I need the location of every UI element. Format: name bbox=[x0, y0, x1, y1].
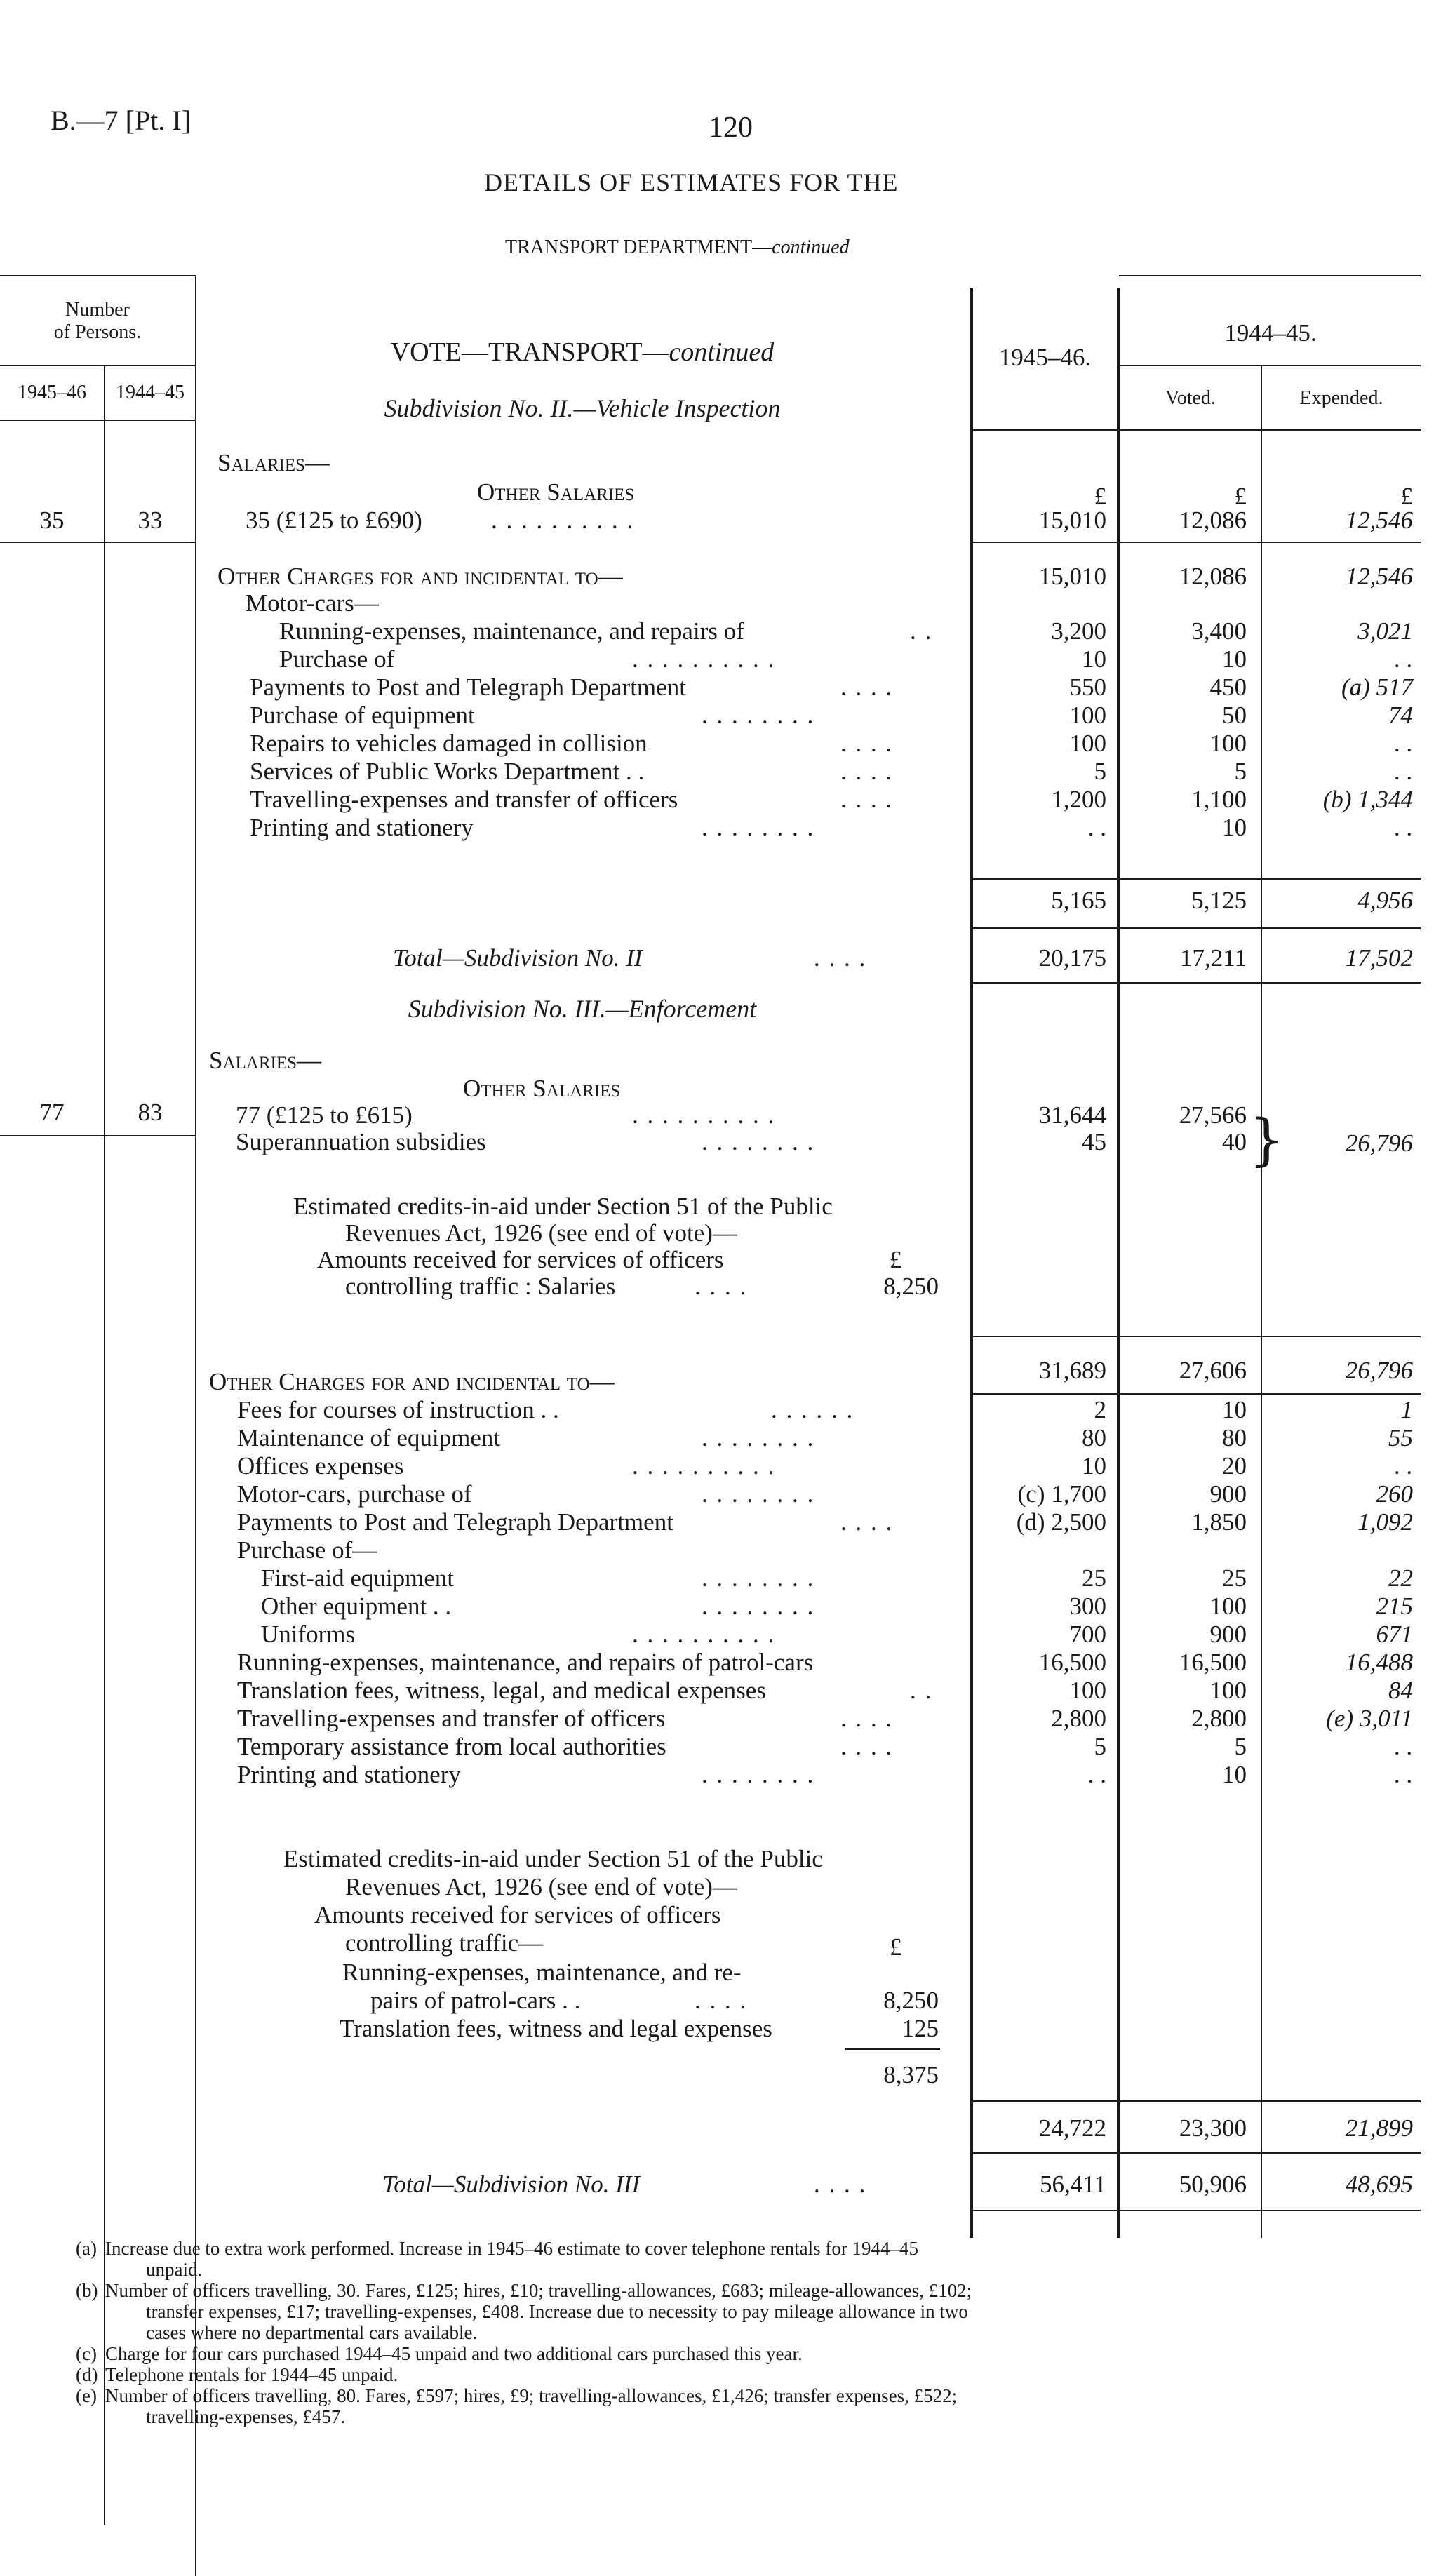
charge-row-label: Printing and stationery bbox=[237, 1761, 461, 1788]
charge-row-voted: 1,100 bbox=[1191, 786, 1247, 813]
col-voted-head: Voted. bbox=[1165, 387, 1216, 409]
sub3-brace: } bbox=[1249, 1107, 1285, 1172]
sub2-salary-line: 35 (£125 to £690) bbox=[246, 507, 422, 534]
charge-row-dots: . . . . . . . . . . bbox=[632, 1621, 776, 1648]
vote-heading bbox=[196, 338, 968, 366]
footnote-key: (b) bbox=[76, 2280, 98, 2301]
sub2-total-label: Total—Subdivision No. II bbox=[393, 944, 643, 972]
charge-row-1945: 100 bbox=[1069, 702, 1106, 729]
sub2-pound-b: £ bbox=[1234, 483, 1247, 510]
salary-row-1945: 45 bbox=[1082, 1128, 1106, 1155]
charge-row-label: Services of Public Works Department . . bbox=[250, 758, 645, 785]
col-1944-head: 1944–45. bbox=[1224, 319, 1317, 347]
charge-row-voted: 10 bbox=[1222, 1761, 1247, 1788]
charge-row-expended: 55 bbox=[1388, 1424, 1413, 1451]
charge-row-voted: 100 bbox=[1209, 1677, 1247, 1704]
footnote-line: Number of officers travelling, 30. Fares, £125; hires, £10; travelling-allowances, £683; mileage-allowances, £102; bbox=[105, 2280, 972, 2301]
sub3-credits1-line3: Amounts received for services of officers bbox=[317, 1246, 724, 1273]
sub3-oc-total-a: 24,722 bbox=[1038, 2114, 1106, 2142]
charge-row-expended: 671 bbox=[1376, 1621, 1413, 1648]
vote-heading-text: VOTE—TRANSPORT— bbox=[390, 337, 669, 367]
sub3-persons-rule bbox=[0, 1135, 196, 1136]
persons-sub-rule bbox=[0, 365, 196, 366]
charge-row-expended: (a) 517 bbox=[1341, 673, 1413, 701]
persons-bottom-rule bbox=[0, 420, 196, 421]
charge-row-voted: 100 bbox=[1209, 1592, 1247, 1620]
sub3-other-charges-label: Other Charges for and incidental to— bbox=[209, 1368, 615, 1395]
sub3-sal-total-c: 26,796 bbox=[1345, 1357, 1413, 1384]
sub2-persons-1944: 33 bbox=[138, 507, 163, 534]
charge-row-dots: . . . . . . . . bbox=[702, 814, 815, 841]
charge-row-1945: 100 bbox=[1069, 730, 1106, 757]
subdivision-3-heading: Subdivision No. III.—Enforcement bbox=[408, 995, 757, 1023]
charge-row-expended: . . bbox=[1394, 1452, 1413, 1480]
sub2-total-rule bbox=[972, 982, 1421, 984]
charge-row-expended: (b) 1,344 bbox=[1322, 786, 1413, 813]
sub3-sal-total-a: 31,689 bbox=[1038, 1357, 1106, 1384]
salary-row-voted: 40 bbox=[1222, 1128, 1247, 1155]
sub3-sal-total-rule bbox=[972, 1393, 1421, 1395]
charge-row-label: Purchase of bbox=[279, 645, 395, 673]
charge-row-label: Purchase of— bbox=[237, 1536, 377, 1564]
subdivision-2-heading: Subdivision No. II.—Vehicle Inspection bbox=[384, 394, 781, 422]
sub2-total-c: 17,502 bbox=[1345, 944, 1413, 972]
charge-row-voted: 5 bbox=[1234, 758, 1247, 785]
charge-row-dots: . . . . . . . . . . bbox=[632, 1452, 776, 1480]
footnote-key: (d) bbox=[76, 2364, 98, 2385]
sub3-credits2-dots: . . . . bbox=[695, 1987, 748, 2014]
charge-row-1945: 3,200 bbox=[1051, 617, 1106, 645]
charge-row-label: Motor-cars, purchase of bbox=[237, 1480, 472, 1508]
sub2-salary-rule bbox=[972, 542, 1421, 543]
col-1945-head: 1945–46. bbox=[998, 344, 1092, 371]
charge-row-1945: 5 bbox=[1094, 758, 1106, 785]
footnote-line: travelling-expenses, £457. bbox=[146, 2406, 346, 2427]
charge-row-1945: 100 bbox=[1069, 1677, 1106, 1704]
sub3-total-dots: . . . . bbox=[814, 2171, 867, 2198]
sub3-total-c: 48,695 bbox=[1345, 2171, 1413, 2198]
col-expended-head: Expended. bbox=[1299, 387, 1383, 409]
sub2-salary-a: 15,010 bbox=[1038, 507, 1106, 534]
charge-row-voted: 10 bbox=[1222, 645, 1247, 673]
header-top-rule-right bbox=[1119, 275, 1421, 276]
sub3-credits2-pound: £ bbox=[890, 1933, 902, 1961]
charge-row-voted: 1,850 bbox=[1191, 1508, 1247, 1536]
charge-row-1945: 16,500 bbox=[1038, 1649, 1106, 1676]
persons-year-1944: 1944–45 bbox=[116, 382, 185, 403]
charge-row-voted: 900 bbox=[1209, 1621, 1247, 1648]
charge-row-label: Fees for courses of instruction . . bbox=[237, 1396, 559, 1423]
charge-row-expended: . . bbox=[1394, 645, 1413, 673]
sub3-oc-rule-bottom bbox=[972, 2152, 1421, 2154]
charge-row-dots: . . . . . . . . bbox=[702, 1424, 815, 1451]
charge-row-label: Travelling-expenses and transfer of officers bbox=[237, 1705, 666, 1732]
sub3-total-b: 50,906 bbox=[1179, 2171, 1247, 2198]
persons-year-1945: 1945–46 bbox=[18, 382, 86, 403]
document-reference: B.—7 [Pt. I] bbox=[51, 105, 191, 136]
sub3-persons-1945: 77 bbox=[39, 1099, 65, 1126]
charge-row-dots: . . bbox=[910, 1677, 933, 1704]
sub3-credits2-line7: Translation fees, witness and legal expenses bbox=[340, 2015, 772, 2042]
sub3-credits1-dots: . . . . bbox=[695, 1273, 748, 1300]
sub2-other-salaries: Other Salaries bbox=[477, 478, 635, 506]
footnote-key: (e) bbox=[76, 2385, 97, 2406]
page-number: 120 bbox=[709, 112, 753, 144]
charge-row-label: Payments to Post and Telegraph Department bbox=[250, 673, 686, 701]
sub2-persons-1945: 35 bbox=[39, 507, 65, 534]
sub3-credits1-line1: Estimated credits-in-aid under Section 51 of the Public bbox=[293, 1193, 833, 1220]
sub2-persons-rule bbox=[0, 542, 196, 543]
sub3-total-label: Total—Subdivision No. III bbox=[382, 2171, 641, 2198]
charge-row-expended: 260 bbox=[1376, 1480, 1413, 1508]
sub3-credits2-line3: Amounts received for services of officers bbox=[314, 1901, 721, 1928]
sub3-credits2-line5: Running-expenses, maintenance, and re- bbox=[342, 1959, 742, 1986]
charge-row-label: Uniforms bbox=[261, 1621, 356, 1648]
charge-row-1945: 10 bbox=[1082, 1452, 1106, 1480]
charge-row-label: Running-expenses, maintenance, and repairs of patrol-cars bbox=[237, 1649, 814, 1676]
subtitle-text: TRANSPORT DEPARTMENT— bbox=[505, 236, 772, 258]
charge-row-expended: . . bbox=[1394, 1733, 1413, 1760]
persons-head-1: Number bbox=[65, 299, 130, 321]
charge-row-label: First-aid equipment bbox=[261, 1564, 455, 1592]
sub3-other-salaries: Other Salaries bbox=[463, 1075, 621, 1102]
charge-row-label: Other equipment . . bbox=[261, 1592, 452, 1620]
charge-row-expended: . . bbox=[1394, 1761, 1413, 1788]
sub2-oc-rule-bottom bbox=[972, 927, 1421, 929]
charge-row-voted: 10 bbox=[1222, 1396, 1247, 1423]
charge-row-1945: 10 bbox=[1082, 645, 1106, 673]
persons-left-divider bbox=[104, 365, 105, 2525]
sub3-total-a: 56,411 bbox=[1040, 2171, 1106, 2198]
persons-head-2: of Persons. bbox=[53, 321, 142, 343]
sub3-credits1-line4: controlling traffic : Salaries bbox=[345, 1273, 616, 1300]
sub2-salaries-label: Salaries— bbox=[217, 449, 330, 476]
charge-row-voted: 5 bbox=[1234, 1733, 1247, 1760]
charge-row-dots: . . . . . . . . bbox=[702, 702, 815, 729]
sub2-total-b: 17,211 bbox=[1180, 944, 1247, 972]
salary-row-dots: . . . . . . . . bbox=[702, 1128, 815, 1155]
charge-row-1945: . . bbox=[1087, 1761, 1106, 1788]
charge-row-expended: 3,021 bbox=[1357, 617, 1413, 645]
footnote-key: (c) bbox=[76, 2343, 97, 2364]
charge-row-dots: . . bbox=[910, 617, 933, 645]
charge-row-dots: . . . . . . . . bbox=[702, 1480, 815, 1508]
charge-row-expended: 1 bbox=[1400, 1396, 1413, 1423]
footnote-line: unpaid. bbox=[146, 2259, 203, 2280]
sub3-oc-rule-top bbox=[972, 2100, 1421, 2102]
sub3-credits1-line2: Revenues Act, 1926 (see end of vote)— bbox=[345, 1219, 737, 1247]
charge-row-expended: 16,488 bbox=[1345, 1649, 1413, 1676]
charge-row-expended: 84 bbox=[1388, 1677, 1413, 1704]
charge-row-label: Payments to Post and Telegraph Department bbox=[237, 1508, 673, 1536]
salary-row-label: Superannuation subsidies bbox=[236, 1128, 486, 1155]
sub2-sal-total-c: 12,546 bbox=[1345, 563, 1413, 590]
footnote-line: Charge for four cars purchased 1944–45 unpaid and two additional cars purchased this year. bbox=[105, 2343, 803, 2364]
charge-row-dots: . . . . bbox=[840, 730, 894, 757]
sub2-motor-cars-label: Motor-cars— bbox=[246, 589, 379, 617]
sub3-sal-rule bbox=[972, 1336, 1421, 1337]
charge-row-1945: 300 bbox=[1069, 1592, 1106, 1620]
charge-row-expended: (e) 3,011 bbox=[1326, 1705, 1413, 1732]
voted-sub-rule bbox=[1119, 365, 1421, 366]
sub2-total-dots: . . . . bbox=[814, 944, 867, 972]
charge-row-voted: 3,400 bbox=[1191, 617, 1247, 645]
sub3-credits2-line2: Revenues Act, 1926 (see end of vote)— bbox=[345, 1873, 737, 1900]
salary-row-voted: 27,566 bbox=[1179, 1101, 1247, 1129]
charge-row-voted: 20 bbox=[1222, 1452, 1247, 1480]
subtitle-continued: continued bbox=[772, 236, 850, 258]
persons-right-divider bbox=[195, 275, 196, 2576]
footnote-line: cases where no departmental cars available. bbox=[146, 2322, 478, 2343]
charge-row-dots: . . . . bbox=[840, 673, 894, 701]
charge-row-dots: . . . . . . bbox=[771, 1396, 854, 1423]
sub3-credits2-line6: pairs of patrol-cars . . bbox=[370, 1987, 581, 2014]
sub2-oc-total-c: 4,956 bbox=[1357, 887, 1413, 914]
page-subtitle bbox=[505, 234, 850, 262]
charge-row-voted: 16,500 bbox=[1179, 1649, 1247, 1676]
charge-row-voted: 2,800 bbox=[1191, 1705, 1247, 1732]
salary-row-dots: . . . . . . . . . . bbox=[632, 1101, 776, 1129]
charge-row-label: Printing and stationery bbox=[250, 814, 474, 841]
sub3-credits1-amount: 8,250 bbox=[883, 1273, 939, 1300]
sub3-credits2-amount1: 8,250 bbox=[883, 1987, 939, 2014]
footnote-line: Number of officers travelling, 80. Fares, £597; hires, £9; travelling-allowances, £1,426; transfer expenses, £522; bbox=[105, 2385, 958, 2406]
charge-row-voted: 10 bbox=[1222, 814, 1247, 841]
sub3-credits1-pound: £ bbox=[890, 1246, 902, 1273]
amount-head-rule bbox=[972, 429, 1421, 431]
charge-row-label: Purchase of equipment bbox=[250, 702, 475, 729]
sub3-credits2-line4: controlling traffic— bbox=[345, 1929, 544, 1957]
charge-row-1945: (d) 2,500 bbox=[1016, 1508, 1106, 1536]
charge-row-expended: 215 bbox=[1376, 1592, 1413, 1620]
sub2-sal-total-a: 15,010 bbox=[1038, 563, 1106, 590]
charge-row-expended: . . bbox=[1394, 730, 1413, 757]
sub3-credits2-amount2: 125 bbox=[901, 2015, 939, 2042]
charge-row-dots: . . . . . . . . bbox=[702, 1592, 815, 1620]
charge-row-expended: 22 bbox=[1388, 1564, 1413, 1592]
charge-row-expended: . . bbox=[1394, 814, 1413, 841]
charge-row-expended: . . bbox=[1394, 758, 1413, 785]
charge-row-dots: . . . . . . . . bbox=[702, 1761, 815, 1788]
sub3-oc-total-c: 21,899 bbox=[1345, 2114, 1413, 2142]
sub3-total-rule bbox=[972, 2210, 1421, 2211]
charge-row-1945: 2,800 bbox=[1051, 1705, 1106, 1732]
charge-row-1945: 5 bbox=[1094, 1733, 1106, 1760]
vote-heading-continued: continued bbox=[669, 337, 775, 367]
charge-row-dots: . . . . . . . . bbox=[702, 1564, 815, 1592]
charge-row-voted: 25 bbox=[1222, 1564, 1247, 1592]
page-title: DETAILS OF ESTIMATES FOR THE bbox=[484, 168, 899, 196]
sub3-sal-expended: 26,796 bbox=[1345, 1129, 1413, 1157]
sub2-salary-dots: . . . . . . . . . . bbox=[491, 507, 635, 534]
sub2-pound-a: £ bbox=[1094, 483, 1106, 510]
footnote-line: Telephone rentals for 1944–45 unpaid. bbox=[105, 2364, 398, 2385]
charge-row-expended: 1,092 bbox=[1357, 1508, 1413, 1536]
charge-row-label: Repairs to vehicles damaged in collision bbox=[250, 730, 648, 757]
sub2-oc-total-b: 5,125 bbox=[1191, 887, 1247, 914]
charge-row-dots: . . . . bbox=[840, 1733, 894, 1760]
charge-row-voted: 450 bbox=[1209, 673, 1247, 701]
sub3-credits2-line1: Estimated credits-in-aid under Section 51 of the Public bbox=[283, 1845, 823, 1872]
sub3-persons-1944: 83 bbox=[138, 1099, 163, 1126]
sub3-credits2-rule bbox=[845, 2048, 940, 2050]
charge-row-1945: 550 bbox=[1069, 673, 1106, 701]
sub2-salary-c: 12,546 bbox=[1345, 507, 1413, 534]
charge-row-label: Running-expenses, maintenance, and repairs of bbox=[279, 617, 744, 645]
charge-row-voted: 80 bbox=[1222, 1424, 1247, 1451]
sub2-oc-rule-top bbox=[972, 878, 1421, 880]
charge-row-dots: . . . . bbox=[840, 1508, 894, 1536]
charge-row-label: Temporary assistance from local authorities bbox=[237, 1733, 666, 1760]
charge-row-dots: . . . . . . . . . . bbox=[632, 645, 776, 673]
charge-row-label: Maintenance of equipment bbox=[237, 1424, 501, 1451]
sub2-total-a: 20,175 bbox=[1038, 944, 1106, 972]
sub3-salaries-label: Salaries— bbox=[209, 1047, 322, 1074]
sub2-oc-total-a: 5,165 bbox=[1051, 887, 1106, 914]
footnote-line: transfer expenses, £17; travelling-expenses, £408. Increase due to necessity to pay mileage allowance in two bbox=[146, 2301, 968, 2322]
sub3-sal-total-b: 27,606 bbox=[1179, 1357, 1247, 1384]
charge-row-voted: 900 bbox=[1209, 1480, 1247, 1508]
charge-row-1945: 1,200 bbox=[1051, 786, 1106, 813]
charge-row-label: Offices expenses bbox=[237, 1452, 404, 1480]
charge-row-1945: 700 bbox=[1069, 1621, 1106, 1648]
charge-row-1945: . . bbox=[1087, 814, 1106, 841]
sub2-other-charges-label: Other Charges for and incidental to— bbox=[217, 563, 623, 590]
charge-row-1945: (c) 1,700 bbox=[1017, 1480, 1106, 1508]
footnote-line: Increase due to extra work performed. Increase in 1945–46 estimate to cover telephone rentals for 1944–45 bbox=[105, 2238, 919, 2259]
salary-row-label: 77 (£125 to £615) bbox=[236, 1101, 413, 1129]
sub2-pound-c: £ bbox=[1400, 483, 1413, 510]
charge-row-dots: . . . . bbox=[840, 758, 894, 785]
charge-row-dots: . . . . bbox=[840, 786, 894, 813]
header-top-rule-left bbox=[0, 275, 196, 276]
salary-row-1945: 31,644 bbox=[1038, 1101, 1106, 1129]
sub3-credits2-total: 8,375 bbox=[883, 2061, 939, 2088]
charge-row-voted: 50 bbox=[1222, 702, 1247, 729]
charge-row-expended: 74 bbox=[1388, 702, 1413, 729]
sub2-sal-total-b: 12,086 bbox=[1179, 563, 1247, 590]
footnote-key: (a) bbox=[76, 2238, 97, 2259]
charge-row-dots: . . . . bbox=[840, 1705, 894, 1732]
sub3-oc-total-b: 23,300 bbox=[1179, 2114, 1247, 2142]
charge-row-1945: 2 bbox=[1094, 1396, 1106, 1423]
charge-row-voted: 100 bbox=[1209, 730, 1247, 757]
charge-row-label: Travelling-expenses and transfer of officers bbox=[250, 786, 678, 813]
charge-row-label: Translation fees, witness, legal, and medical expenses bbox=[237, 1677, 766, 1704]
charge-row-1945: 80 bbox=[1082, 1424, 1106, 1451]
charge-row-1945: 25 bbox=[1082, 1564, 1106, 1592]
sub2-salary-b: 12,086 bbox=[1179, 507, 1247, 534]
